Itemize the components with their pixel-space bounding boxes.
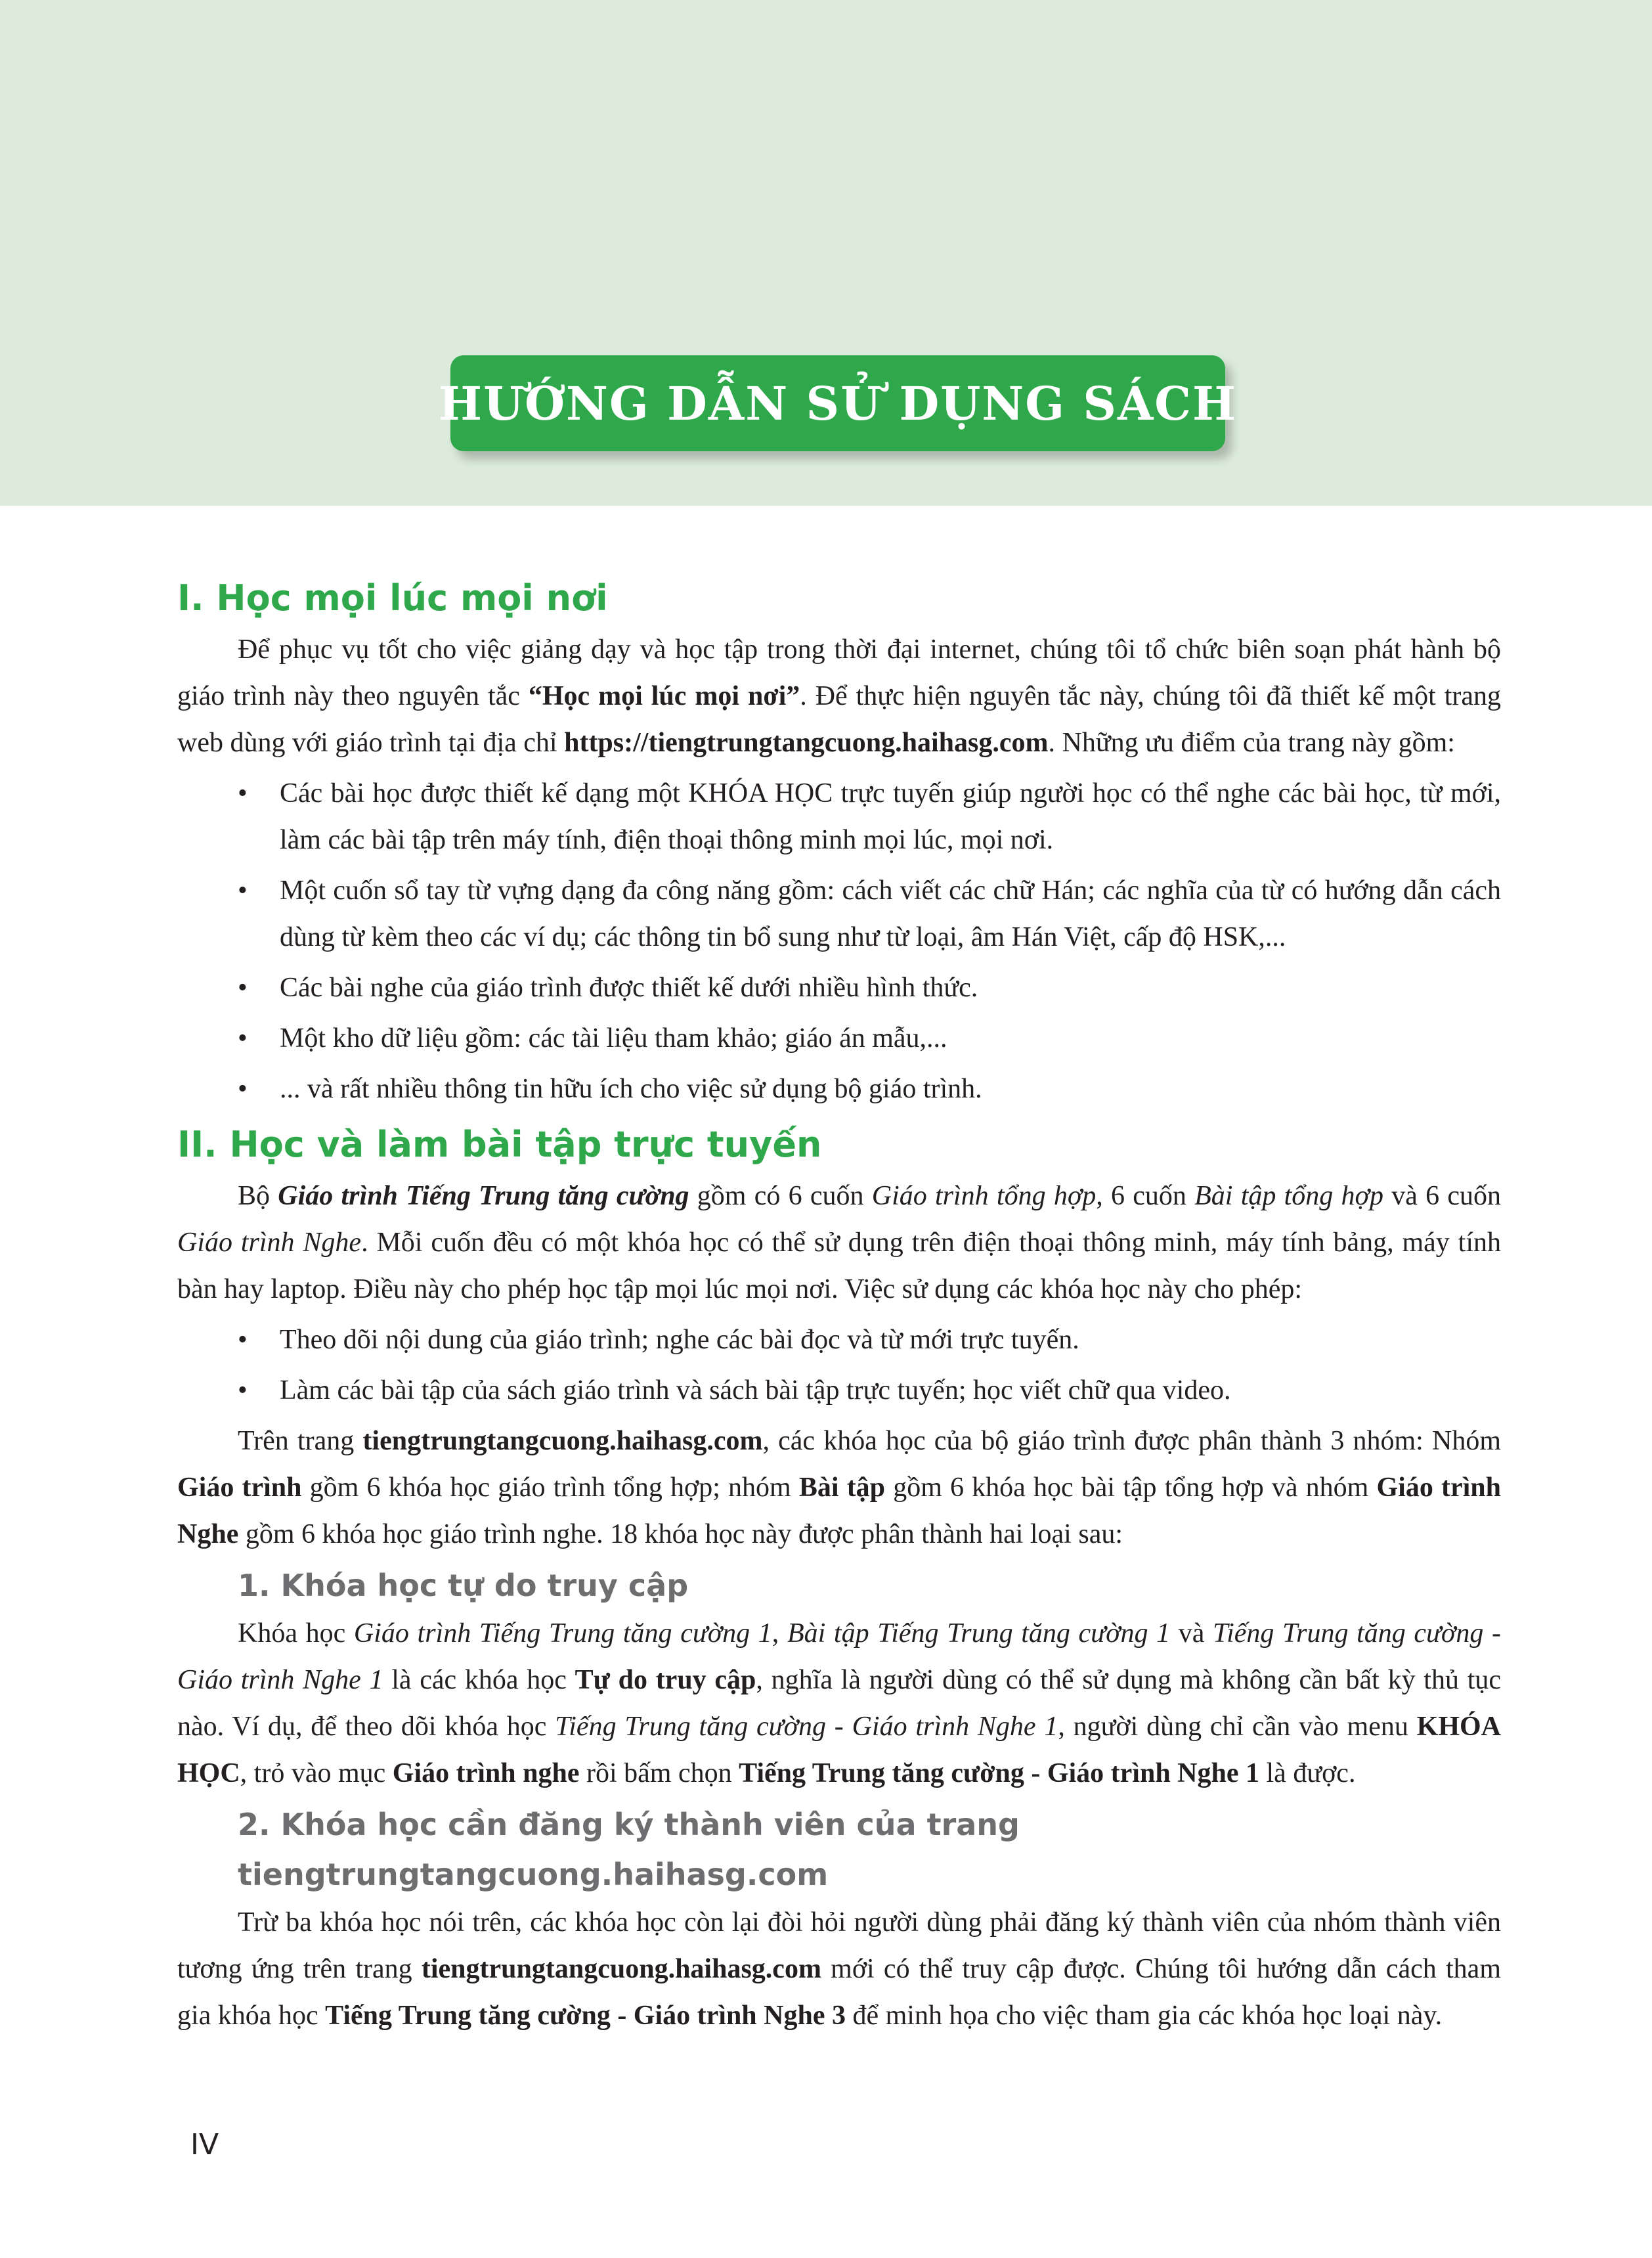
title-box (438, 355, 1238, 451)
header-banner (0, 0, 1652, 506)
book-title: Bài tập tổng hợp (1194, 1181, 1383, 1211)
course-name: Tiếng Trung tăng cường - Giáo trình Nghe 3 (325, 2001, 846, 2031)
text-run: là các khóa học (383, 1665, 575, 1695)
group-name: Giáo trình Nghe (177, 1472, 1502, 1549)
emphasis-motto: “Học mọi lúc mọi nơi” (528, 681, 800, 711)
list-item: • ... và rất nhiều thông tin hữu ích cho việc sử dụng bộ giáo trình. (177, 1066, 1501, 1113)
menu-item-name: Giáo trình nghe (392, 1758, 580, 1788)
text-run: mới có thể truy cập được. Chúng tôi hướng dẫn cách tham gia khóa học (177, 1954, 1501, 2031)
text-run: Trừ ba khóa học nói trên, các khóa học còn lại đòi hỏi người dùng phải đăng ký thành viên của nhóm thành viên tương ứng trên trang (177, 1907, 1501, 1984)
text-run: và (1170, 1618, 1213, 1649)
page-title: HƯỚNG DẪN SỬ DỤNG SÁCH (438, 376, 1238, 431)
main-content (177, 570, 1501, 2042)
group-name: Giáo trình (177, 1472, 302, 1503)
website-name: tiengtrungtangcuong.haihasg.com (421, 1954, 821, 1984)
book-title: Giáo trình Nghe (177, 1228, 362, 1258)
course-name: Tiếng Trung tăng cường - Giáo trình Nghe 1 (739, 1758, 1260, 1788)
section-1-heading: I. Học mọi lúc mọi nơi (177, 577, 608, 619)
text-run: Trên trang (238, 1426, 363, 1456)
subsection-1-heading: 1. Khóa học tự do truy cập (238, 1568, 689, 1603)
text-run: Khóa học (238, 1618, 354, 1649)
section-2-groups-paragraph (177, 1418, 1501, 1558)
text-run: , trỏ vào mục (240, 1758, 393, 1788)
text-run: rồi bấm chọn (579, 1758, 739, 1788)
text-run: , 6 cuốn (1096, 1181, 1195, 1211)
course-title: Tiếng Trung tăng cường - Giáo trình Nghe 1 (555, 1712, 1058, 1742)
section-1-intro (177, 627, 1501, 766)
text-run: , các khóa học của bộ giáo trình được phân thành 3 nhóm: Nhóm (762, 1426, 1502, 1456)
text-run: Để phục vụ tốt cho việc giảng dạy và học tập trong thời đại internet, chúng tôi tổ chức biên soạn phát hành bộ giáo trình này theo nguyên tắc (177, 634, 1501, 711)
book-title: Giáo trình tổng hợp (871, 1181, 1097, 1211)
text-run: . Mỗi cuốn đều có một khóa học có thể sử dụng trên điện thoại thông minh, máy tính bảng, máy tính bàn hay laptop. Điều này cho phép học tập mọi lúc mọi nơi. Việc sử dụng các khóa học này cho phép: (177, 1228, 1501, 1304)
subsection-2-heading: 2. Khóa học cần đăng ký thành viên của trang tiengtrungtangcuong.haihasg.com (238, 1807, 1020, 1892)
website-name: tiengtrungtangcuong.haihasg.com (362, 1426, 763, 1456)
list-item: • Một kho dữ liệu gồm: các tài liệu tham khảo; giáo án mẫu,... (177, 1015, 1501, 1062)
text-run: . Những ưu điểm của trang này gồm: (1048, 728, 1455, 758)
text-run: Bộ (238, 1181, 278, 1211)
book-series-title: Giáo trình Tiếng Trung tăng cường (278, 1181, 689, 1211)
list-item: • Một cuốn sổ tay từ vựng dạng đa công năng gồm: cách viết các chữ Hán; các nghĩa của từ có hướng dẫn cách dùng từ kèm theo các ví dụ; các thông tin bổ sung như từ loại, âm Hán Việt, cấp độ HSK,... (177, 868, 1501, 961)
menu-name: KHÓA HỌC (177, 1712, 1501, 1788)
text-run: gồm 6 khóa học bài tập tổng hợp và nhóm (885, 1472, 1377, 1503)
text-run: , (772, 1618, 787, 1649)
section-2-bullet-list (177, 1317, 1501, 1414)
text-run: , người dùng chỉ cần vào menu (1058, 1712, 1417, 1742)
page-number: IV (190, 2128, 219, 2161)
text-run: là được. (1259, 1758, 1356, 1788)
text-run: , nghĩa là người dùng có thể sử dụng mà không cần bất kỳ thủ tục nào. Ví dụ, để theo dõi khóa học (177, 1665, 1502, 1742)
list-item: • Làm các bài tập của sách giáo trình và sách bài tập trực tuyến; học viết chữ qua video. (177, 1367, 1501, 1414)
list-item: • Các bài nghe của giáo trình được thiết kế dưới nhiều hình thức. (177, 965, 1501, 1011)
text-run: gồm 6 khóa học giáo trình tổng hợp; nhóm (301, 1472, 799, 1503)
list-item: • Các bài học được thiết kế dạng một KHÓA HỌC trực tuyến giúp người học có thể nghe các bài học, từ mới, làm các bài tập trên máy tính, điện thoại thông minh mọi lúc, mọi nơi. (177, 770, 1501, 864)
section-1-bullet-list (177, 770, 1501, 1113)
section-2-heading: II. Học và làm bài tập trực tuyến (177, 1124, 822, 1165)
list-item: • Theo dõi nội dung của giáo trình; nghe các bài đọc và từ mới trực tuyến. (177, 1317, 1501, 1363)
text-run: . Để thực hiện nguyên tắc này, chúng tôi đã thiết kế một trang web dùng với giáo trình tại địa chỉ (177, 681, 1501, 758)
group-name: Bài tập (798, 1472, 886, 1503)
subsection-2-paragraph (177, 1899, 1501, 2039)
course-title: Tiếng Trung tăng cường - Giáo trình Nghe 1 (177, 1618, 1501, 1695)
access-type: Tự do truy cập (575, 1665, 756, 1695)
text-run: để minh họa cho việc tham gia các khóa học loại này. (846, 2001, 1443, 2031)
text-run: gồm 6 khóa học giáo trình nghe. 18 khóa học này được phân thành hai loại sau: (238, 1519, 1123, 1549)
subsection-1-paragraph (177, 1610, 1501, 1797)
text-run: gồm có 6 cuốn (689, 1181, 872, 1211)
text-run: và 6 cuốn (1383, 1181, 1502, 1211)
course-title: Bài tập Tiếng Trung tăng cường 1 (787, 1618, 1171, 1649)
website-url: https://tiengtrungtangcuong.haihasg.com (564, 728, 1049, 758)
section-2-intro (177, 1173, 1501, 1313)
course-title: Giáo trình Tiếng Trung tăng cường 1 (353, 1618, 772, 1649)
